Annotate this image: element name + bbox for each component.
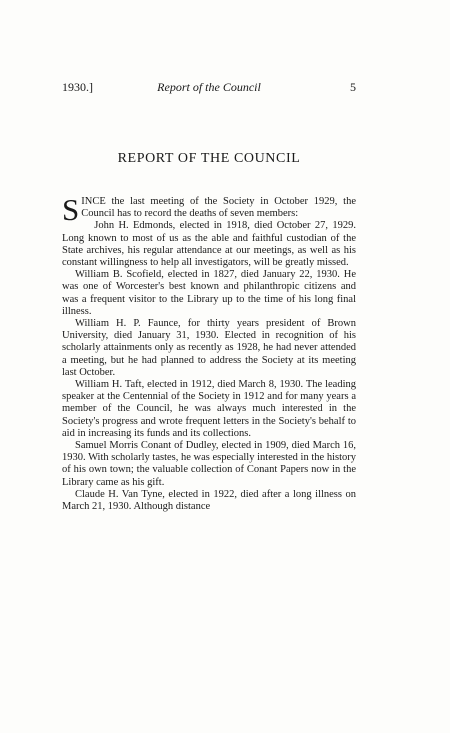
intro-text: INCE the last meeting of the Society in October 1929, the Council has to record the deaths of seven members: xyxy=(81,196,356,220)
intro-paragraph xyxy=(62,192,356,227)
drop-cap: S xyxy=(62,192,80,227)
running-title: Report of the Council xyxy=(157,80,261,94)
body-text xyxy=(62,192,356,513)
paragraph-faunce: William H. P. Faunce, for thirty years president of Brown University, died January 31, 1930. Elected in recognition of his scholarly attainments only as recently as 1928, he had never attended a meeting, but he had planned to address the Society at its meeting last October. xyxy=(62,318,356,378)
page-number: 5 xyxy=(350,80,356,94)
paragraph-edmonds: John H. Edmonds, elected in 1918, died October 27, 1929. Long known to most of us as the able and faithful custodian of the State archives, his regular attendance at our meetings, as well as his constant willingness to help all investigators, will be greatly missed. xyxy=(62,220,356,269)
paragraph-van-tyne: Claude H. Van Tyne, elected in 1922, died after a long illness on March 21, 1930. Although distance xyxy=(62,488,356,513)
volume-year: 1930.] xyxy=(62,80,93,94)
paragraph-scofield: William B. Scofield, elected in 1827, died January 22, 1930. He was one of Worcester's best known and philanthropic citizens and was a frequent visitor to the Library up to the time of his long final illness. xyxy=(62,269,356,317)
paragraph-conant: Samuel Morris Conant of Dudley, elected in 1909, died March 16, 1930. With scholarly tastes, he was especially interested in the history of his own town; the valuable collection of Conant Papers now in the Library came as his gift. xyxy=(62,440,356,488)
section-heading: REPORT OF THE COUNCIL xyxy=(117,151,301,166)
paragraph-taft: William H. Taft, elected in 1912, died March 8, 1930. The leading speaker at the Centennial of the Society in 1912 and for many years a member of the Council, he was always much interested in the Society's progress and wrote frequent letters in the Society's behalf to aid in increasing its funds and its collections. xyxy=(62,379,356,439)
